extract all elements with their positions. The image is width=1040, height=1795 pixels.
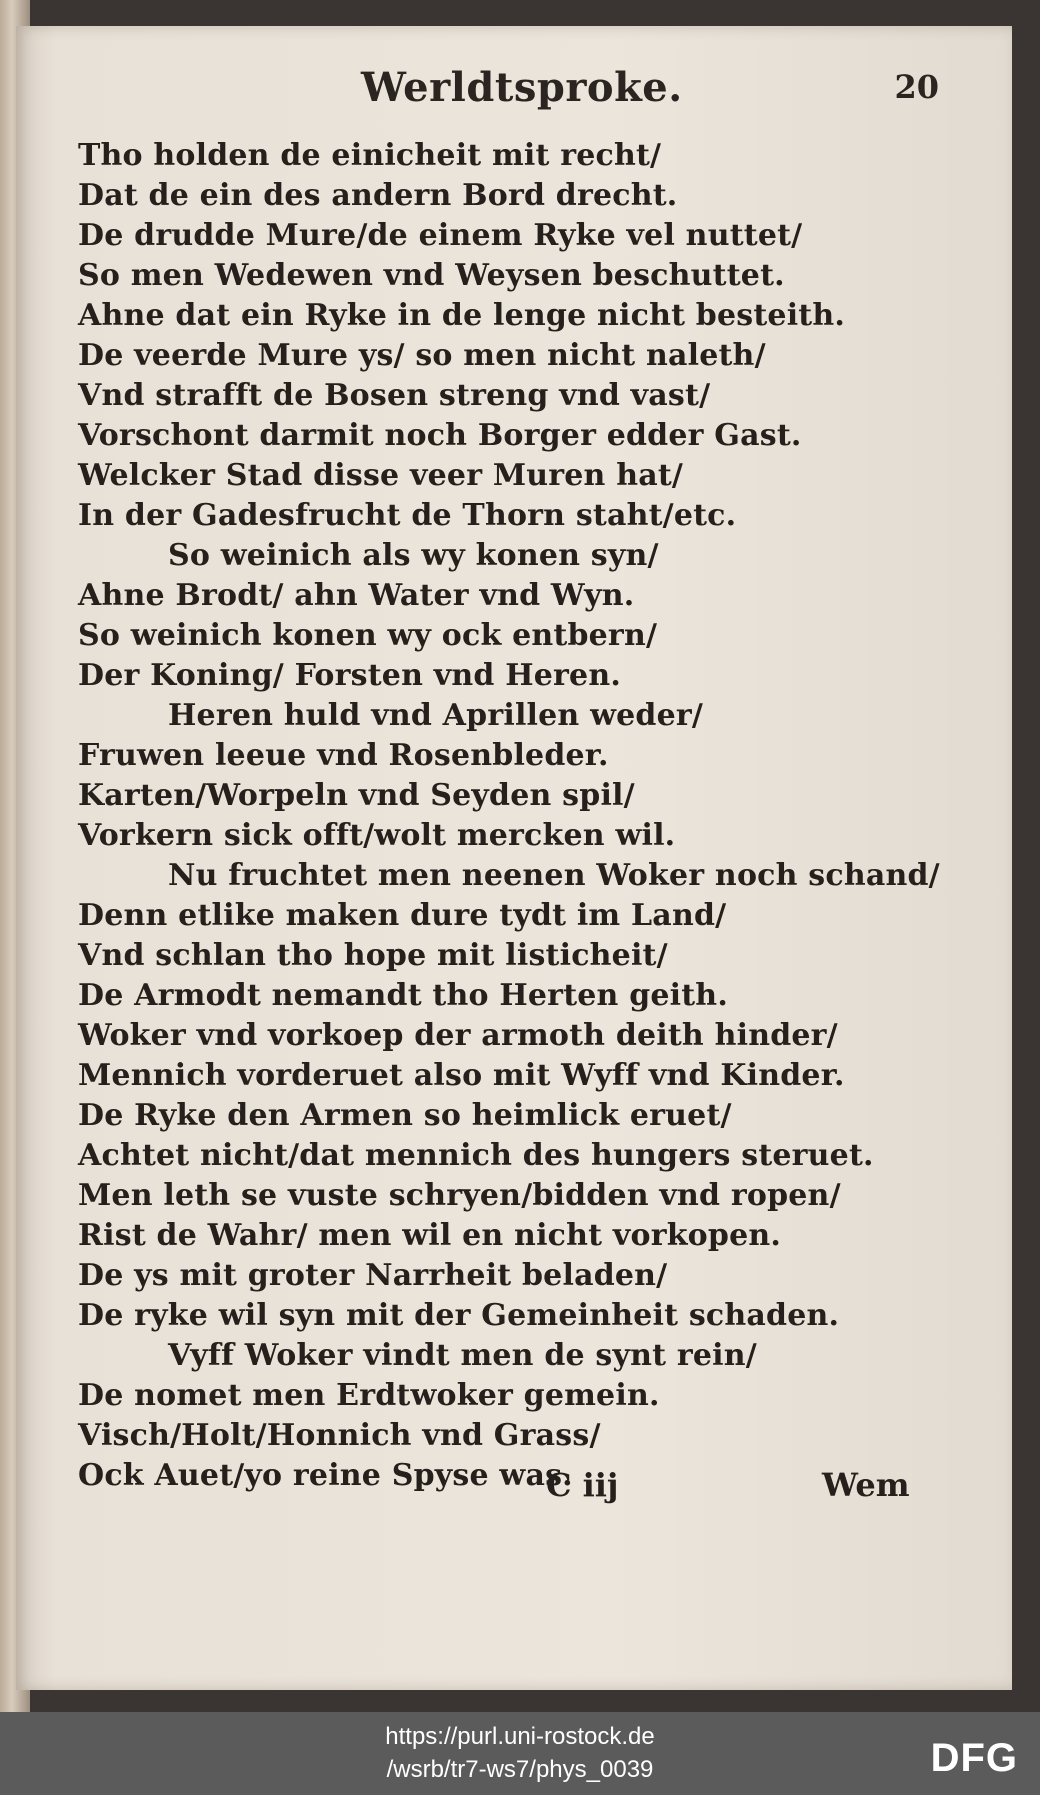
verse-line: Tho holden de einicheit mit recht/ xyxy=(78,138,662,173)
verse-line: Nu fruchtet men neenen Woker noch schand/ xyxy=(168,858,940,893)
catchword: Wem xyxy=(822,1466,910,1504)
verse-line: Vorschont darmit noch Borger edder Gast. xyxy=(78,418,802,453)
verse-line: Heren huld vnd Aprillen weder/ xyxy=(168,698,704,733)
verse-line: Vnd schlan tho hope mit listicheit/ xyxy=(78,938,668,973)
verse-line: De ryke wil syn mit der Gemeinheit schaden. xyxy=(78,1298,840,1333)
verse-line: Welcker Stad disse veer Muren hat/ xyxy=(78,458,684,493)
verse-line: So weinich konen wy ock entbern/ xyxy=(78,618,658,653)
verse-line: So men Wedewen vnd Weysen beschuttet. xyxy=(78,258,785,293)
verse-line: De nomet men Erdtwoker gemein. xyxy=(78,1378,660,1413)
verse-line: Mennich vorderuet also mit Wyff vnd Kinder. xyxy=(78,1058,845,1093)
signature-mark: C iij xyxy=(546,1466,619,1504)
page-header xyxy=(76,64,939,124)
verse-line: Fruwen leeue vnd Rosenbleder. xyxy=(78,738,609,773)
verse-line: De Armodt nemandt tho Herten geith. xyxy=(78,978,728,1013)
verse-line: Ahne dat ein Ryke in de lenge nicht besteith. xyxy=(78,298,845,333)
permalink[interactable] xyxy=(0,1720,1040,1786)
verse-line: Ahne Brodt/ ahn Water vnd Wyn. xyxy=(78,578,635,613)
verse-line: Visch/Holt/Honnich vnd Grass/ xyxy=(78,1418,601,1453)
verse-line: Der Koning/ Forsten vnd Heren. xyxy=(78,658,621,693)
page-number: 20 xyxy=(894,68,939,106)
book-page xyxy=(16,26,1012,1690)
verse-line: Vyff Woker vindt men de synt rein/ xyxy=(168,1338,757,1373)
verse-line: Denn etlike maken dure tydt im Land/ xyxy=(78,898,727,933)
verse-line: Achtet nicht/dat mennich des hungers steruet. xyxy=(78,1138,874,1173)
verse-line: Karten/Worpeln vnd Seyden spil/ xyxy=(78,778,635,813)
permalink-line-2[interactable]: /wsrb/tr7-ws7/phys_0039 xyxy=(386,1756,654,1783)
dfg-logo: DFG xyxy=(930,1736,1018,1780)
verse-line: So weinich als wy konen syn/ xyxy=(168,538,659,573)
verse-line: Ock Auet/yo reine Spyse was. xyxy=(78,1458,573,1493)
verse-line: In der Gadesfrucht de Thorn staht/etc. xyxy=(78,498,737,533)
page-footer xyxy=(16,1466,1012,1516)
viewer-footer-bar xyxy=(0,1712,1040,1795)
verse-line: Dat de ein des andern Bord drecht. xyxy=(78,178,678,213)
verse-line: De ys mit groter Narrheit beladen/ xyxy=(78,1258,668,1293)
permalink-line-1[interactable]: https://purl.uni-rostock.de xyxy=(385,1723,655,1750)
verse-line: Woker vnd vorkoep der armoth deith hinder/ xyxy=(78,1018,838,1053)
verse-line: De Ryke den Armen so heimlick eruet/ xyxy=(78,1098,732,1133)
verse-line: De drudde Mure/de einem Ryke vel nuttet/ xyxy=(78,218,803,253)
verse-line: Vorkern sick offt/wolt mercken wil. xyxy=(78,818,676,853)
verse-line: Men leth se vuste schryen/bidden vnd ropen/ xyxy=(78,1178,841,1213)
verse-line: Vnd strafft de Bosen streng vnd vast/ xyxy=(78,378,711,413)
verse-text xyxy=(78,136,958,1496)
running-head: Werldtsproke. xyxy=(361,64,683,111)
verse-line: De veerde Mure ys/ so men nicht naleth/ xyxy=(78,338,766,373)
verse-line: Rist de Wahr/ men wil en nicht vorkopen. xyxy=(78,1218,782,1253)
